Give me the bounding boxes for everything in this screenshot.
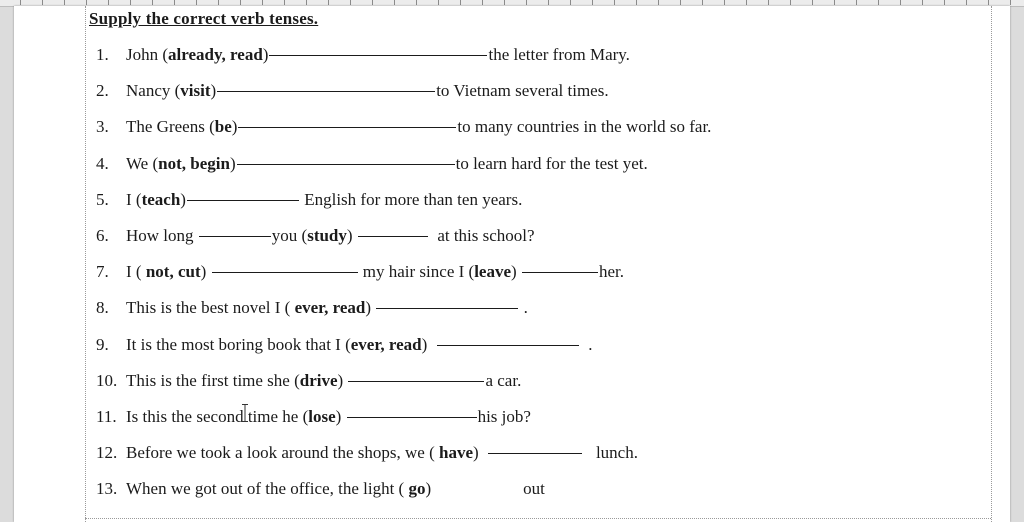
sentence-text: ) <box>425 479 432 499</box>
exercise-item <box>96 295 528 321</box>
sentence-text: This is the first time she ( <box>126 370 300 390</box>
verb-hint: not, begin <box>158 153 230 173</box>
ruler-tick <box>724 0 725 5</box>
item-number: 8. <box>96 298 109 318</box>
verb-hint: drive <box>299 370 338 390</box>
verb-hint: lose <box>308 407 336 426</box>
ruler-tick <box>42 0 43 5</box>
text-cursor-icon <box>242 404 248 422</box>
sentence-text: ) <box>180 189 186 209</box>
sentence-text: The Greens ( <box>126 117 215 137</box>
sentence-text: his job? <box>477 407 531 426</box>
item-number: 11. <box>96 407 117 426</box>
ruler-tick <box>86 0 87 5</box>
sentence-text: ) <box>200 262 211 282</box>
answer-blank[interactable] <box>269 54 487 56</box>
ruler-tick <box>152 0 153 5</box>
answer-blank[interactable] <box>522 271 598 273</box>
sentence-text: to learn hard for the test yet. <box>455 153 648 173</box>
ruler-tick <box>856 0 857 5</box>
ruler-tick <box>812 0 813 5</box>
ruler-tick <box>218 0 219 5</box>
ruler-tick <box>394 0 395 5</box>
ruler-tick <box>988 0 989 5</box>
item-number: 1. <box>96 45 109 64</box>
sentence-text: It is the most boring book that I ( <box>126 334 351 354</box>
sentence-text: I ( <box>126 262 146 282</box>
verb-hint: have <box>439 443 474 463</box>
answer-blank[interactable] <box>217 90 435 92</box>
sentence-text: to Vietnam several times. <box>436 81 609 101</box>
sentence-text: Before we took a look around the shops, we ( <box>126 443 440 463</box>
ruler-tick <box>482 0 483 5</box>
ruler-tick <box>592 0 593 5</box>
ruler-tick <box>372 0 373 5</box>
ruler-tick <box>174 0 175 5</box>
sentence-text: her. <box>598 262 624 282</box>
ruler-tick <box>350 0 351 5</box>
ruler-tick <box>658 0 659 5</box>
ruler-tick <box>790 0 791 5</box>
exercise-item <box>96 114 711 140</box>
answer-blank[interactable] <box>212 271 358 273</box>
sentence-text: . <box>519 298 528 318</box>
ruler-tick <box>834 0 835 5</box>
verb-hint: ever, read <box>294 298 366 318</box>
verb-hint: visit <box>180 81 211 101</box>
exercise-item <box>96 151 648 177</box>
ruler-tick <box>878 0 879 5</box>
ruler-tick <box>922 0 923 5</box>
sentence-text: ) <box>365 298 376 318</box>
ruler-tick <box>306 0 307 5</box>
ruler-tick <box>416 0 417 5</box>
ruler-tick <box>1010 0 1011 5</box>
verb-hint: teach <box>141 189 181 209</box>
ruler-tick <box>614 0 615 5</box>
sentence-text: out <box>523 479 545 499</box>
verb-hint: be <box>214 117 232 137</box>
exercise-item <box>96 223 535 249</box>
sentence-text: We ( <box>126 153 159 173</box>
sentence-text: ) <box>421 334 436 354</box>
answer-blank[interactable] <box>437 344 579 346</box>
answer-blank[interactable] <box>347 416 477 418</box>
item-number: 4. <box>96 153 109 173</box>
ruler-tick <box>944 0 945 5</box>
answer-blank[interactable] <box>358 235 428 237</box>
item-number: 6. <box>96 226 109 245</box>
ruler-tick <box>768 0 769 5</box>
item-number: 13. <box>96 479 118 499</box>
answer-blank[interactable] <box>488 452 582 454</box>
sentence-text: ) <box>346 226 357 245</box>
answer-blank[interactable] <box>376 307 518 309</box>
exercise-item <box>96 476 545 502</box>
ruler-tick <box>548 0 549 5</box>
answer-blank[interactable] <box>187 199 299 201</box>
left-margin-guide <box>85 6 86 522</box>
exercise-item <box>96 332 593 358</box>
exercise-item <box>96 440 638 466</box>
item-number: 2. <box>96 81 109 101</box>
sentence-text: When we got out of the office, the light ( <box>126 479 409 499</box>
ruler-tick <box>108 0 109 5</box>
sentence-text: English for more than ten years. <box>299 189 523 209</box>
verb-hint: ever, read <box>350 334 422 354</box>
ruler-tick <box>460 0 461 5</box>
ruler-tick <box>680 0 681 5</box>
sentence-text: ) <box>210 81 217 101</box>
item-number: 9. <box>96 334 109 354</box>
ruler-tick <box>328 0 329 5</box>
ruler-tick <box>20 0 21 5</box>
exercise-heading: Supply the correct verb tenses. <box>89 9 319 28</box>
sentence-text: my hair since I ( <box>358 262 475 282</box>
sentence-text: ) <box>337 370 348 390</box>
exercise-item <box>96 187 522 213</box>
sentence-text: ) <box>262 45 269 64</box>
sentence-text: a car. <box>485 370 522 390</box>
ruler-tick <box>262 0 263 5</box>
sentence-text: I ( <box>126 189 142 209</box>
ruler-tick <box>900 0 901 5</box>
ruler-tick <box>64 0 65 5</box>
ruler-tick <box>966 0 967 5</box>
sentence-text: lunch. <box>583 443 638 463</box>
ruler-tick <box>130 0 131 5</box>
answer-blank[interactable] <box>238 126 456 128</box>
answer-blank[interactable] <box>199 235 271 237</box>
verb-hint: go <box>408 479 426 499</box>
ruler-tick <box>702 0 703 5</box>
verb-hint: study <box>307 226 347 245</box>
sentence-text: ) <box>231 117 238 137</box>
sentence-text: the letter from Mary. <box>488 45 630 64</box>
ruler-tick <box>526 0 527 5</box>
verb-hint: already, read <box>168 45 263 64</box>
exercise-item <box>96 368 521 394</box>
sentence-text: Is this the second time he ( <box>126 407 309 426</box>
ruler-tick <box>240 0 241 5</box>
sentence-text: you ( <box>271 226 308 245</box>
ruler-tick <box>504 0 505 5</box>
sentence-text: . <box>579 334 593 354</box>
sentence-text: John ( <box>126 45 169 64</box>
item-number: 3. <box>96 117 109 137</box>
exercise-item <box>96 259 624 285</box>
verb-hint: not, cut <box>145 262 201 282</box>
item-number: 10. <box>96 370 118 390</box>
ruler-tick <box>438 0 439 5</box>
bottom-margin-guide <box>85 518 991 519</box>
ruler-tick <box>570 0 571 5</box>
exercise-item <box>96 42 630 68</box>
sentence-text: at this school? <box>428 226 535 245</box>
sentence-text: ) <box>511 262 521 282</box>
sentence-text: Nancy ( <box>126 81 181 101</box>
sentence-text: ) <box>229 153 236 173</box>
item-number: 7. <box>96 262 109 282</box>
sentence-text: This is the best novel I ( <box>126 298 295 318</box>
ruler-tick <box>636 0 637 5</box>
ruler-tick <box>746 0 747 5</box>
sentence-text: ) <box>335 407 346 426</box>
exercise-item <box>96 78 609 104</box>
document-page[interactable] <box>14 6 1010 522</box>
ruler-tick <box>196 0 197 5</box>
sentence-text: How long <box>126 226 198 245</box>
ruler-tick <box>284 0 285 5</box>
right-margin-guide <box>991 6 992 522</box>
answer-blank[interactable] <box>237 163 455 165</box>
exercise-item <box>96 404 531 430</box>
sentence-text: to many countries in the world so far. <box>457 117 712 137</box>
item-number: 5. <box>96 189 109 209</box>
answer-blank[interactable] <box>348 380 484 382</box>
item-number: 12. <box>96 443 118 463</box>
verb-hint: leave <box>474 262 512 282</box>
sentence-text: ) <box>473 443 488 463</box>
